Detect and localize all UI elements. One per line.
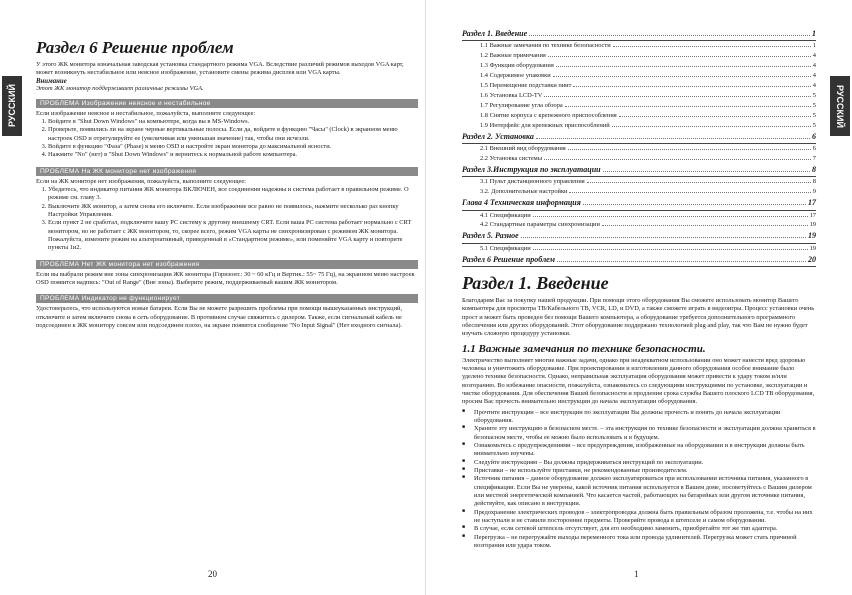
toc-page: 8: [812, 178, 816, 186]
problem-step: 1. Войдите в "Shut Down Windows" на компьютере, когда вы в MS-Windows.: [48, 118, 418, 126]
toc-leader: [544, 96, 810, 97]
toc-page: 4: [812, 62, 816, 70]
problem-step: 3. Если пункт 2 не сработал, подключите вашу PC систему к другому внешнему CRT. Если ваша PC система работает нормально с CRT монитором, но не работает с ЖК монитором, то, скорее всего, режим VGA карты не синхронизирован с режимом ЖК монитора. Пожалуйста, измените режим на альтернативный, приведенный в «Стандартном режиме», или поменяйте VGA карту и повторите пункты 1и2.: [48, 219, 418, 252]
toc-entry: [462, 101, 816, 111]
safety-bullet: ■ Перегрузка – не перегружайте выходы переменного тока или провода удлинителей. Перегрузка может стать причиной возгорания или удара током.: [470, 534, 816, 551]
toc-page: 6: [812, 145, 816, 153]
toc-entry: [462, 230, 816, 243]
safety-bullet: ■ Прочтите инструкции – все инструкции по эксплуатации Вы должны прочесть и понять до начала эксплуатации оборудования.: [470, 409, 816, 426]
safety-bullet: ■ Храните эту инструкцию в безопасном месте. – эта инструкция по технике безопасности и эксплуатации должна храниться в безопасном месте, чтобы ее можно было использовать и в будущем.: [470, 425, 816, 442]
toc-label: 4.1 Спецификации: [480, 211, 531, 219]
toc-entry: [462, 220, 816, 230]
toc-leader: [529, 35, 810, 36]
toc-entry: [462, 254, 816, 267]
toc-entry: [462, 164, 816, 177]
toc-leader: [569, 192, 810, 193]
toc-page: 4: [812, 72, 816, 80]
toc-label: 1.5 Перемещение подставки пиит: [480, 82, 572, 90]
toc-label: Глава 4 Техническая информация: [462, 198, 581, 208]
toc-page: 5: [812, 111, 816, 119]
toc-page: 8: [812, 164, 816, 174]
toc-label: Раздел 2. Установка: [462, 131, 534, 141]
toc-label: 1.7 Регулирование угла обзора: [480, 101, 563, 109]
toc-leader: [533, 249, 808, 250]
toc-leader: [583, 204, 806, 205]
toc-entry: [462, 111, 816, 121]
toc-label: 2.2 Установка системы: [480, 155, 543, 162]
toc-page: 1: [812, 42, 816, 50]
page-number: 20: [208, 569, 217, 579]
toc-leader: [573, 86, 810, 87]
toc-page: 9: [812, 188, 816, 196]
section-title: Раздел 1. Введение: [462, 273, 609, 294]
toc-entry: [462, 41, 816, 51]
toc-leader: [544, 159, 811, 160]
problem-step: 2. Выключите ЖК монитор, а затем снова его включите. Если изображение все равно не появилось, нажмите несколько раз кнопку Настройки Управления.: [48, 203, 418, 220]
toc-label: Раздел 3.Инструкция по эксплуатации: [462, 164, 601, 174]
safety-bullet: ■ Предохранение электрических проводов – электропроводка должна быть правильным образом проложена, т.е. чтобы на них не наступали и не ставили посторонние предметы. Проверяйте провода в штепселе и самом оборудовании.: [470, 509, 816, 526]
problem-step: 2. Проверьте, появились ли на экране черные вертикальные полосы. Если да, войдите в функцию "Часы" (Clock) в экранном меню настроек OSD и отрегулируйте ее (увеличивая или уменьшая значение) так, чтобы они исчезли.: [48, 126, 418, 143]
toc-label: 1.8 Снятие корпуса с крепежного приспособления: [480, 111, 617, 119]
toc-entry: [462, 121, 816, 131]
section-title: Раздел 6 Решение проблем: [36, 38, 234, 57]
toc-label: 3.1 Пульт дистанционного управления: [480, 178, 585, 186]
problem-steps: [36, 186, 418, 253]
toc-page: 7: [812, 155, 816, 162]
problem-lead: Если вы выбрали режим вне зоны синхронизации ЖК монитора (Горизонт.: 30 ~ 60 кГц и Вертик.: 55~ 75 Гц), на экранном меню настроек OSD появится надпись: "Out of Range" (Вне зоны). Выберите режим, поддерживаемый вашим ЖК монитором.: [36, 270, 415, 286]
toc-entry: [462, 51, 816, 61]
intro-text: Благодарим Вас за покупку нашей продукции. При помощи этого оборудования Вы сможете использовать монитор Вашего компьютера для просмотра ТВ/Кабельного ТВ, VCR, LD, и DVD, а также сможете играть в видеоигры. Процесс установки очень прост и может быть проведен без помощи Вашего компьютера, а оборудование требуется дополнительного программного обеспечения или других оборудований. Этот оборудование поддержано технологией plug and play, так что Вам не нужно будет изучать сложную процедуру установки.: [462, 297, 815, 338]
toc-leader: [619, 116, 811, 117]
toc-entry: [462, 91, 816, 101]
toc-entry: [462, 144, 816, 154]
toc-page: 4: [812, 52, 816, 60]
problem-step: 4. Нажмите "No" (нет) в "Shut Down Windows" и вернитесь к нормальной работе компьютера.: [48, 151, 418, 159]
subsection-title: 1.1 Важные замечания по технике безопасности.: [462, 342, 706, 355]
problem-lead: Если на ЖК мониторе нет изображения, пожалуйста, выполните следующее:: [36, 177, 246, 185]
toc-leader: [603, 171, 810, 172]
toc-leader: [612, 126, 811, 127]
note-title: Внимание: [36, 77, 67, 85]
toc-label: 1.2 Важные примечания: [480, 52, 546, 60]
toc-entry: [462, 131, 816, 144]
intro-text: У этого ЖК монитора изначальная заводская установка стандартного режима VGA. Вследствие различий режимов выходов VGA карт, может возникнуть нестабильное или неясное изображение, установите смены режима дисплея или VGA карты.: [36, 61, 404, 77]
toc-page: 17: [809, 211, 816, 219]
toc-page: 5: [812, 92, 816, 99]
toc-label: Раздел 6 Решение проблем: [462, 254, 556, 264]
safety-bullet: ■ Приставки – не используйте приставки, не рекомендованные производителем.: [470, 467, 816, 475]
toc-entry: [462, 244, 816, 254]
toc-entry: [462, 187, 816, 197]
toc-leader: [521, 237, 806, 238]
toc-label: 4.2 Стандартные параметры синхронизации: [480, 221, 600, 229]
safety-bullet: ■ Источник питания – данное оборудование должно эксплуатироваться при использовании источника питания, указанного в спецификации. Если Вы не уверены, какой источник питания используется в Вашем доме, посоветуйтесь с Вашим дилером или местной энергетической компанией. Что касается частей, работающих на батарейках или другом источнике питания, действуйте, как описано в инструкции.: [470, 475, 816, 508]
problem-header: ПРОБЛЕМА Изображение неясное и нестабильное: [36, 99, 418, 108]
toc-label: 5.1 Спецификации: [480, 244, 531, 252]
safety-intro: Электричество выполняет многие важные задачи, однако при неадекватном использовании оно может нанести вред здоровью человека и уничтожить оборудование. При проектировании и изготовлении данного оборудования особое внимание было уделено технике безопасности. Однако, неправильная эксплуатация оборудования может привести к удару током и/или возгоранию. Во избежание опасности, пожалуйста, ознакомьтесь со следующими инструкциями по установке, эксплуатации и чистке оборудования. Для обеспечения Вашей безопасности и продления срока службы Вашего плоского LCD TB оборудования, просим Вас прочесть внимательно инструкции до начала эксплуатации оборудования.: [462, 356, 815, 406]
toc-label: 2.1 Внешний вид оборудования: [480, 145, 566, 153]
toc-page: 20: [808, 254, 816, 264]
toc-label: 1.6 Установка LCD-TV: [480, 92, 543, 99]
safety-bullet: ■ Следуйте инструкциям – Вы должны придерживаться инструкций по эксплуатации.: [470, 459, 816, 467]
toc-label: 1.3 Функции оборудования: [480, 62, 554, 70]
toc-entry: [462, 81, 816, 91]
toc-leader: [602, 225, 808, 226]
note-text: Этот ЖК монитор поддерживает различные режимы VGA.: [36, 84, 204, 92]
problem-header: ПРОБЛЕМА Индикатор не функционирует: [36, 294, 418, 303]
toc-entry: [462, 28, 816, 41]
toc-label: 1.1 Важные замечания по технике безопасности: [480, 42, 611, 50]
toc-label: 3.2. Дополнительные настройки: [480, 188, 568, 196]
safety-bullet: ■ Ознакомьтесь с предупреждениями – все предупреждения, изображенные на оборудовании и в инструкции должны быть внимательно изучены.: [470, 442, 816, 459]
toc-label: 1.9 Интерфейс для крепежных приспособлений: [480, 121, 610, 129]
language-tab: РУССКИЙ: [2, 76, 22, 136]
toc-label: Раздел 1. Введение: [462, 29, 528, 38]
problem-steps: [36, 118, 418, 160]
page-number: 1: [634, 569, 639, 579]
toc-leader: [533, 216, 808, 217]
toc-page: 6: [812, 131, 816, 141]
toc-page: 5: [812, 121, 816, 129]
problem-lead: Удостоверьтесь, что используются новые батареи. Если Вы не можете разрешить проблемы при помощи вышеуказанных инструкций, отключите и затем включите снова в сеть оборудование. В противном случае свяжитесь с дилером. Также, если сигнальный кабель не подсоединен к ЖК монитору совсем или подсоединен плохо, на экране появится сообщение "No Input Signal" (Нет входного сигнала).: [36, 305, 403, 329]
toc-leader: [568, 149, 811, 150]
right-page: [426, 0, 852, 595]
toc-entry: [462, 211, 816, 221]
toc-leader: [556, 66, 811, 67]
toc-page: 5: [812, 101, 816, 109]
table-of-contents: [462, 28, 816, 267]
toc-leader: [587, 182, 811, 183]
toc-label: Раздел 5. Разное: [462, 231, 519, 241]
toc-entry: [462, 177, 816, 187]
toc-leader: [557, 261, 806, 262]
problem-list: [36, 99, 418, 331]
safety-bullets: [462, 409, 816, 551]
language-tab: РУССКИЙ: [830, 76, 850, 136]
toc-entry: [462, 61, 816, 71]
toc-page: 19: [809, 244, 816, 252]
problem-step: 1. Убедитесь, что индикатор питания ЖК монитора ВКЛЮЧЕН, все соединения надежны и система работает в правильном режиме. О режиме см. главу 3.: [48, 186, 418, 203]
toc-entry: [462, 197, 816, 210]
problem-header: ПРОБЛЕМА Нет ЖК монитора нет изображения: [36, 260, 418, 269]
toc-label: 1.4 Содержимое упаковки: [480, 72, 551, 80]
toc-leader: [548, 56, 811, 57]
toc-entry: [462, 154, 816, 164]
toc-page: 17: [808, 198, 816, 208]
toc-page: 19: [808, 231, 816, 241]
toc-leader: [536, 138, 810, 139]
problem-header: ПРОБЛЕМА На ЖК мониторе нет изображения: [36, 167, 418, 176]
toc-page: 19: [809, 221, 816, 229]
problem-lead: Если изображение неясное и нестабильное, пожалуйста, выполните следующее:: [36, 109, 256, 117]
toc-page: 1: [812, 29, 816, 38]
toc-entry: [462, 71, 816, 81]
toc-leader: [613, 46, 811, 47]
toc-leader: [565, 106, 811, 107]
safety-bullet: ■ В случае, если сетевой штепсель отсутствует, для его необходимо заменить, приобретайте тот же тип адаптера.: [470, 525, 816, 533]
problem-step: 3. Войдите в функцию "Фаза" (Phase) в меню OSD и настройте экран монитора до максимальной ясности.: [48, 143, 418, 151]
toc-page: 4: [812, 82, 816, 90]
toc-leader: [553, 76, 811, 77]
